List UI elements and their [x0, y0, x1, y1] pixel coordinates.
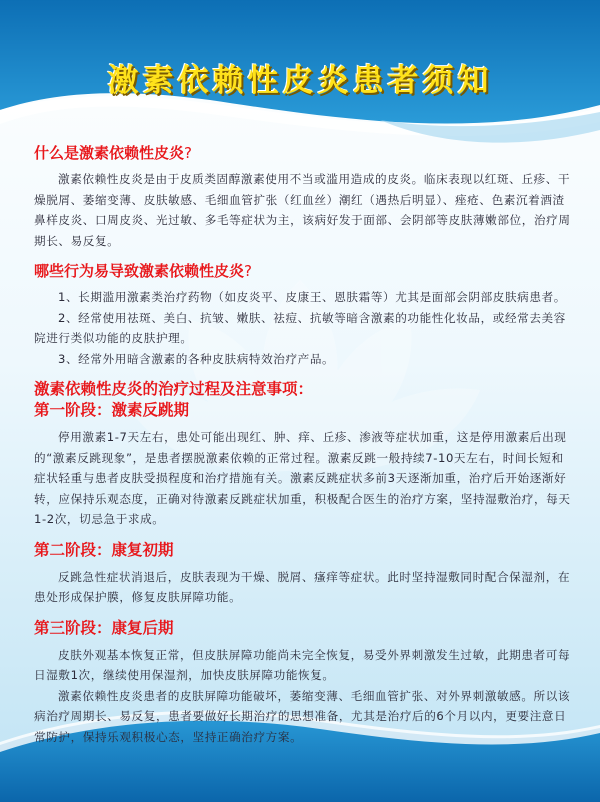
poster-title: 激素依赖性皮炎患者须知 [107, 63, 493, 99]
stage-paragraph: 皮肤外观基本恢复正常，但皮肤屏障功能尚未完全恢复，易受外界刺激发生过敏，此期患者可每日湿敷1次，继续使用保湿剂，加快皮肤屏障功能恢复。 [34, 647, 571, 682]
section2-heading-mark: ? [244, 262, 252, 280]
section2-item: 1、长期滥用激素类治疗药物（如皮炎平、皮康王、恩肤霜等）尤其是面部会阴部皮肤病患者。 [58, 290, 566, 304]
section1-heading-text: 什么是激素依赖性皮炎 [34, 144, 185, 162]
section2-heading [34, 261, 574, 281]
section3-heading: 激素依赖性皮炎的治疗过程及注意事项： [34, 380, 314, 398]
stage-heading: 第二阶段：康复初期 [34, 540, 174, 559]
section2-item: 3、经常外用暗含激素的各种皮肤病特效治疗产品。 [58, 351, 335, 366]
section2-item: 2、经常使用祛斑、美白、抗皱、嫩肤、祛痘、抗敏等暗含激素的功能性化妆品，或经常去美容院进行类似功能的皮肤护理。 [34, 310, 566, 345]
stage-heading: 第一阶段：激素反跳期 [34, 401, 190, 419]
section1-text: 激素依赖性皮炎是由于皮质类固醇激素使用不当或滥用造成的皮炎。临床表现以红斑、丘疹、干燥脱屑、萎缩变薄、皮肤敏感、毛细血管扩张（红血丝）潮红（遇热后明显）、痤疮、色素沉着酒渣鼻样皮炎、口周皮炎、光过敏、多毛等症状为主，该病好发于面部、会阴部等皮肤薄嫩部位，治疗周期长、易反复。 [34, 172, 571, 248]
section1-heading-mark: ? [184, 144, 192, 162]
stage-heading: 第三阶段：康复后期 [34, 618, 174, 637]
section2-heading-text: 哪些行为易导致激素依赖性皮炎 [34, 262, 245, 280]
stage-paragraph: 停用激素1-7天左右，患处可能出现红、肿、痒、丘疹、渗液等症状加重，这是停用激素后出现的“激素反跳现象”，是患者摆脱激素依赖的正常过程。激素反跳一般持续7-10天左右，时间长短和症状轻重与患者皮肤受损程度和治疗措施有关。激素反跳症状多前3天逐渐加重，治疗后开始逐渐好转，应保持乐观态度，正确对待激素反跳症状加重，积极配合医生的治疗方案，坚持湿敷治疗，每天1-2次，切忌急于求成。 [34, 430, 571, 526]
stage-paragraph: 反跳急性症状消退后，皮肤表现为干燥、脱屑、瘙痒等症状。此时坚持湿敷同时配合保湿剂，在患处形成保护膜，修复皮肤屏障功能。 [34, 569, 571, 604]
stage-paragraph: 激素依赖性皮炎患者的皮肤屏障功能破坏，萎缩变薄、毛细血管扩张、对外界刺激敏感。所以该病治疗周期长、易反复，患者要做好长期治疗的思想准备，尤其是治疗后的6个月以内，更要注意日常防护，保持乐观积极心态，坚持正确治疗方案。 [34, 688, 571, 744]
section1-heading [34, 143, 574, 163]
content-area [34, 143, 574, 747]
